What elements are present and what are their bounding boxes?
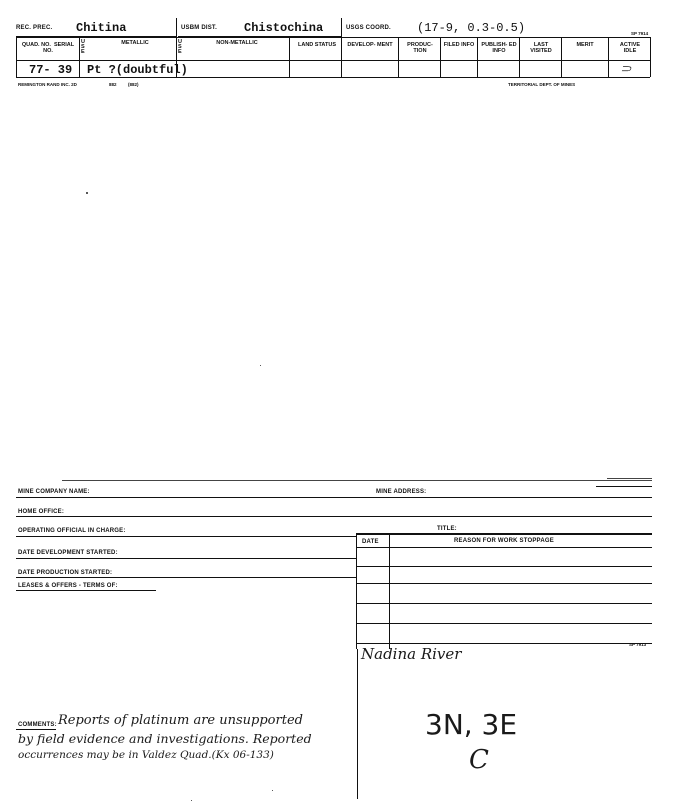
form-number-bottom: SP 7913 <box>629 642 647 647</box>
col-development: DEVELOP- MENT <box>347 42 393 48</box>
col-production: PRODUC- TION <box>407 42 433 54</box>
mine-company-label: MINE COMPANY NAME: <box>18 489 90 495</box>
comments-label: COMMENTS: <box>18 722 57 728</box>
rec-prec-value: Chitina <box>76 21 127 35</box>
col-quad-serial: QUAD. NO. SERIAL NO. <box>21 42 75 54</box>
title-label: TITLE: <box>437 526 457 532</box>
active-check-mark: ⸧ <box>618 60 634 78</box>
rec-prec-label: REC. PREC. <box>16 25 53 31</box>
township-note: 3N, 3E <box>425 708 518 741</box>
mine-address-label: MINE ADDRESS: <box>376 489 427 495</box>
col-non-metallic: NON-METALLIC <box>216 40 258 46</box>
col-land-status: LAND STATUS <box>298 42 336 48</box>
metallic-value: Pt ?(doubtful) <box>87 63 188 77</box>
usgs-coord-label: USGS COORD. <box>346 25 391 31</box>
col-published-info: PUBLISH- ED INFO <box>481 42 517 54</box>
comments-line-1: Reports of platinum are unsupported <box>58 713 303 728</box>
usgs-coord-value: (17-9, 0.3-0.5) <box>417 21 526 35</box>
township-subnote: C <box>469 745 489 775</box>
footer-code: 882 <box>109 82 117 87</box>
date-column-header: DATE <box>362 539 379 545</box>
usbm-dist-label: USBM DIST. <box>181 25 218 31</box>
col-filed-info: FILED INFO <box>443 42 475 48</box>
leases-offers-label: LEASES & OFFERS - TERMS OF: <box>18 583 118 589</box>
col-use-metallic: U S E <box>81 39 85 55</box>
col-use-nonmetallic: U S E <box>178 39 182 55</box>
comments-line-3: occurrences may be in Valdez Quad.(Kx 06-133) <box>18 749 274 761</box>
home-office-label: HOME OFFICE: <box>18 509 65 515</box>
reason-column-header: REASON FOR WORK STOPPAGE <box>454 538 554 544</box>
location-note: Nadina River <box>361 645 462 663</box>
col-last-visited: LAST VISITED <box>530 42 552 54</box>
comments-line-2: by field evidence and investigations. Reported <box>18 731 312 746</box>
operating-official-label: OPERATING OFFICIAL IN CHARGE: <box>18 528 126 534</box>
development-started-label: DATE DEVELOPMENT STARTED: <box>18 550 118 556</box>
quad-serial-value: 77- 39 <box>29 63 73 77</box>
footer-code-bracket: (882) <box>128 82 139 87</box>
col-merit: MERIT <box>576 42 594 48</box>
col-active-idle: ACTIVE IDLE <box>619 42 641 54</box>
footer-publisher: REMINGTON RAND INC. 2D <box>18 82 77 87</box>
form-number-top: SP 7914 <box>631 31 649 36</box>
production-started-label: DATE PRODUCTION STARTED: <box>18 570 113 576</box>
footer-department: TERRITORIAL DEPT. OF MINES <box>508 82 576 87</box>
col-metallic: METALLIC <box>121 40 149 46</box>
usbm-dist-value: Chistochina <box>244 21 324 35</box>
